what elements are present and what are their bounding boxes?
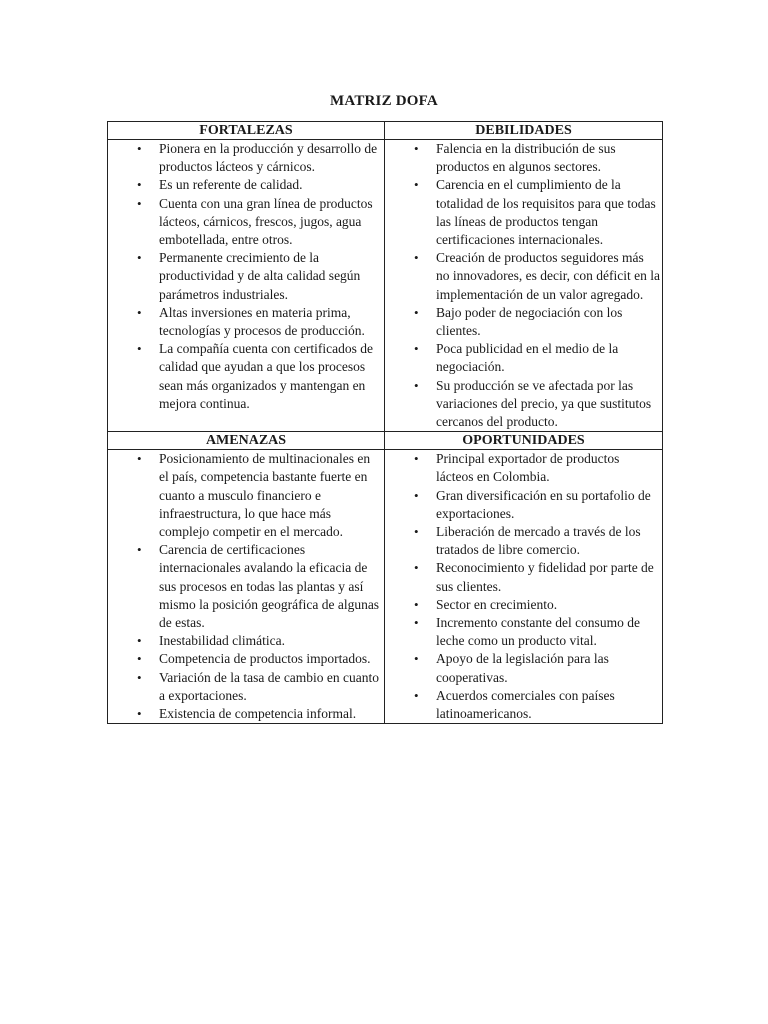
list-item: • Competencia de productos importados.	[108, 650, 382, 668]
dofa-matrix-table	[107, 121, 663, 724]
content-row-bottom	[108, 450, 663, 724]
list-item: • Liberación de mercado a través de los tratados de libre comercio.	[385, 523, 660, 559]
list-item: • Carencia de certificaciones internacionales avalando la eficacia de sus procesos en todas las plantas y así mismo la posición geográfica de algunas de estas.	[108, 541, 382, 632]
fortalezas-list	[108, 140, 384, 413]
list-item: • Es un referente de calidad.	[108, 176, 382, 194]
list-item: • Variación de la tasa de cambio en cuanto a exportaciones.	[108, 669, 382, 705]
list-item: • Pionera en la producción y desarrollo de productos lácteos y cárnicos.	[108, 140, 382, 176]
content-row-top	[108, 140, 663, 432]
list-item: • Sector en crecimiento.	[385, 596, 660, 614]
fortalezas-header: FORTALEZAS	[108, 122, 385, 140]
oportunidades-list	[385, 450, 662, 723]
list-item: • Principal exportador de productos lácteos en Colombia.	[385, 450, 660, 486]
list-item: • Cuenta con una gran línea de productos lácteos, cárnicos, frescos, jugos, agua embotellada, entre otros.	[108, 195, 382, 250]
amenazas-header: AMENAZAS	[108, 432, 385, 450]
list-item: • Acuerdos comerciales con países latinoamericanos.	[385, 687, 660, 723]
page-title: MATRIZ DOFA	[330, 93, 438, 109]
list-item: • Creación de productos seguidores más no innovadores, es decir, con déficit en la implementación de un valor agregado.	[385, 249, 660, 304]
list-item: • Bajo poder de negociación con los clientes.	[385, 304, 660, 340]
list-item: • Existencia de competencia informal.	[108, 705, 382, 723]
oportunidades-cell	[385, 450, 663, 724]
list-item: • Gran diversificación en su portafolio de exportaciones.	[385, 487, 660, 523]
header-row-bottom	[108, 432, 663, 450]
list-item: • Inestabilidad climática.	[108, 632, 382, 650]
debilidades-list	[385, 140, 662, 431]
list-item: • Carencia en el cumplimiento de la totalidad de los requisitos para que todas las líneas de productos tengan certificaciones internacionales.	[385, 176, 660, 249]
list-item: • Su producción se ve afectada por las variaciones del precio, ya que sustitutos cercanos del producto.	[385, 377, 660, 432]
list-item: • Altas inversiones en materia prima, tecnologías y procesos de producción.	[108, 304, 382, 340]
header-row-top	[108, 122, 663, 140]
debilidades-header: DEBILIDADES	[385, 122, 663, 140]
list-item: • Reconocimiento y fidelidad por parte de sus clientes.	[385, 559, 660, 595]
debilidades-cell	[385, 140, 663, 432]
list-item: • Posicionamiento de multinacionales en el país, competencia bastante fuerte en cuanto a musculo financiero e infraestructura, lo que hace más complejo competir en el mercado.	[108, 450, 382, 541]
amenazas-list	[108, 450, 384, 723]
list-item: • Permanente crecimiento de la productividad y de alta calidad según parámetros industriales.	[108, 249, 382, 304]
list-item: • Poca publicidad en el medio de la negociación.	[385, 340, 660, 376]
amenazas-cell	[108, 450, 385, 724]
fortalezas-cell	[108, 140, 385, 432]
list-item: • Incremento constante del consumo de leche como un producto vital.	[385, 614, 660, 650]
list-item: • La compañía cuenta con certificados de calidad que ayudan a que los procesos sean más organizados y mantengan en mejora continua.	[108, 340, 382, 413]
oportunidades-header: OPORTUNIDADES	[385, 432, 663, 450]
list-item: • Apoyo de la legislación para las cooperativas.	[385, 650, 660, 686]
list-item: • Falencia en la distribución de sus productos en algunos sectores.	[385, 140, 660, 176]
